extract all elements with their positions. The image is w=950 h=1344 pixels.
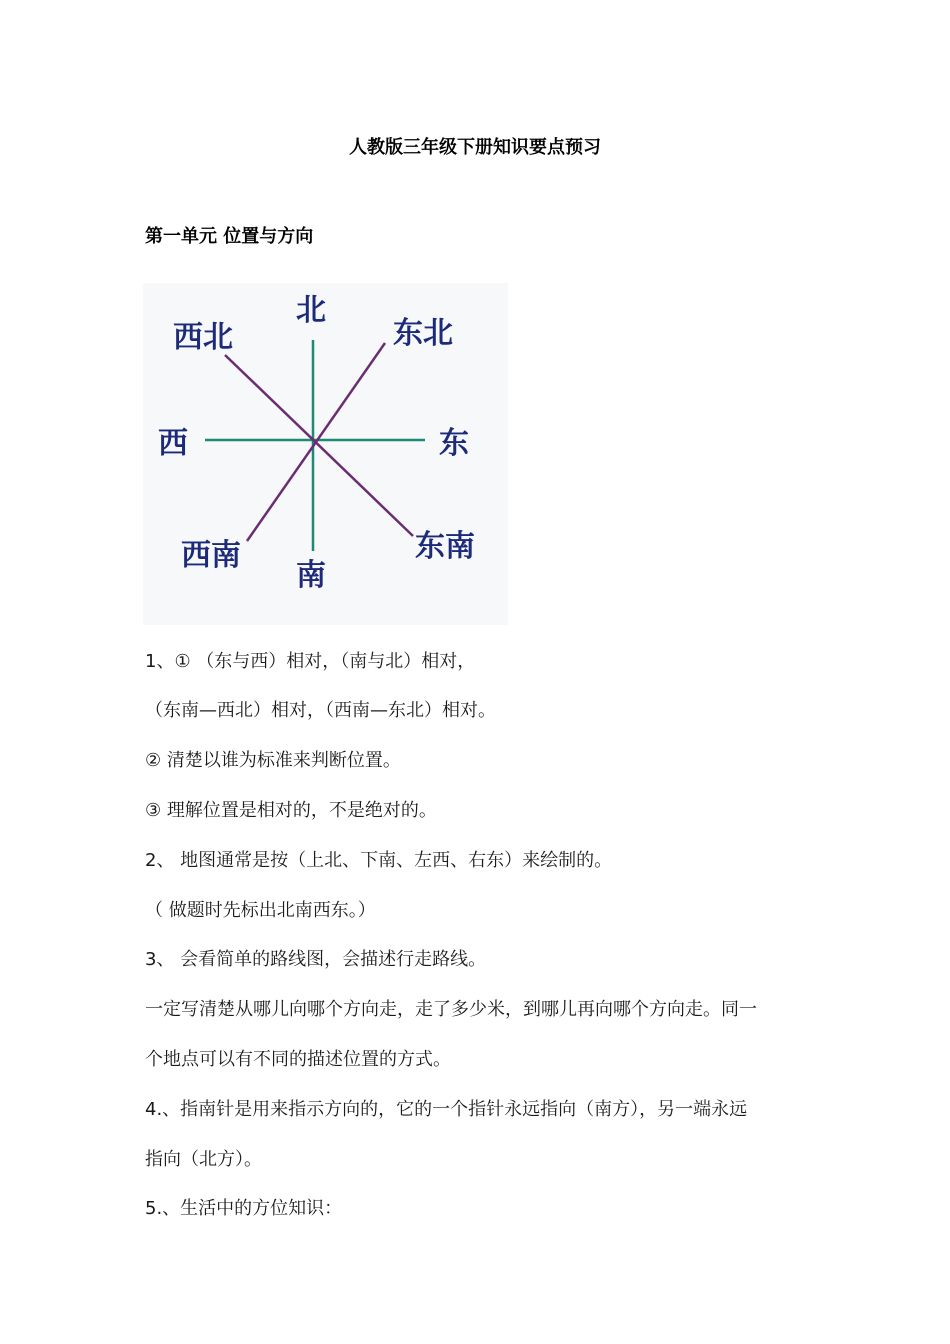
label-southwest: 西南	[181, 538, 241, 573]
point-line-10: 4.、指南针是用来指示方向的，它的一个指针永远指向（南方），另一端永远	[145, 1099, 748, 1120]
point-line-8: 一定写清楚从哪儿向哪个方向走，走了多少米，到哪儿再向哪个方向走。同一	[145, 999, 757, 1020]
document-title: 人教版三年级下册知识要点预习	[349, 137, 601, 158]
point-line-5: 2、 地图通常是按（上北、下南、左西、右东）来绘制的。	[145, 850, 613, 871]
label-northwest: 西北	[173, 320, 233, 355]
unit-heading: 第一单元 位置与方向	[145, 226, 314, 247]
point-line-9: 个地点可以有不同的描述位置的方式。	[145, 1049, 451, 1070]
point-line-11: 指向（北方）。	[145, 1149, 262, 1170]
point-line-2: （东南—西北）相对，（西南—东北）相对。	[145, 700, 496, 721]
point-line-1: 1、① （东与西）相对，（南与北）相对，	[145, 651, 476, 672]
compass-diagram	[143, 283, 508, 625]
label-south: 南	[296, 558, 326, 593]
label-west: 西	[158, 426, 188, 461]
point-line-4: ③ 理解位置是相对的，不是绝对的。	[145, 800, 437, 821]
point-line-3: ② 清楚以谁为标准来判断位置。	[145, 750, 401, 771]
point-line-7: 3、 会看简单的路线图，会描述行走路线。	[145, 949, 487, 970]
label-north: 北	[296, 293, 326, 328]
point-line-6: （ 做题时先标出北南西东。）	[145, 900, 376, 921]
label-southeast: 东南	[415, 529, 475, 564]
label-northeast: 东北	[393, 316, 453, 351]
label-east: 东	[439, 426, 469, 461]
point-line-12: 5.、生活中的方位知识：	[145, 1198, 343, 1219]
